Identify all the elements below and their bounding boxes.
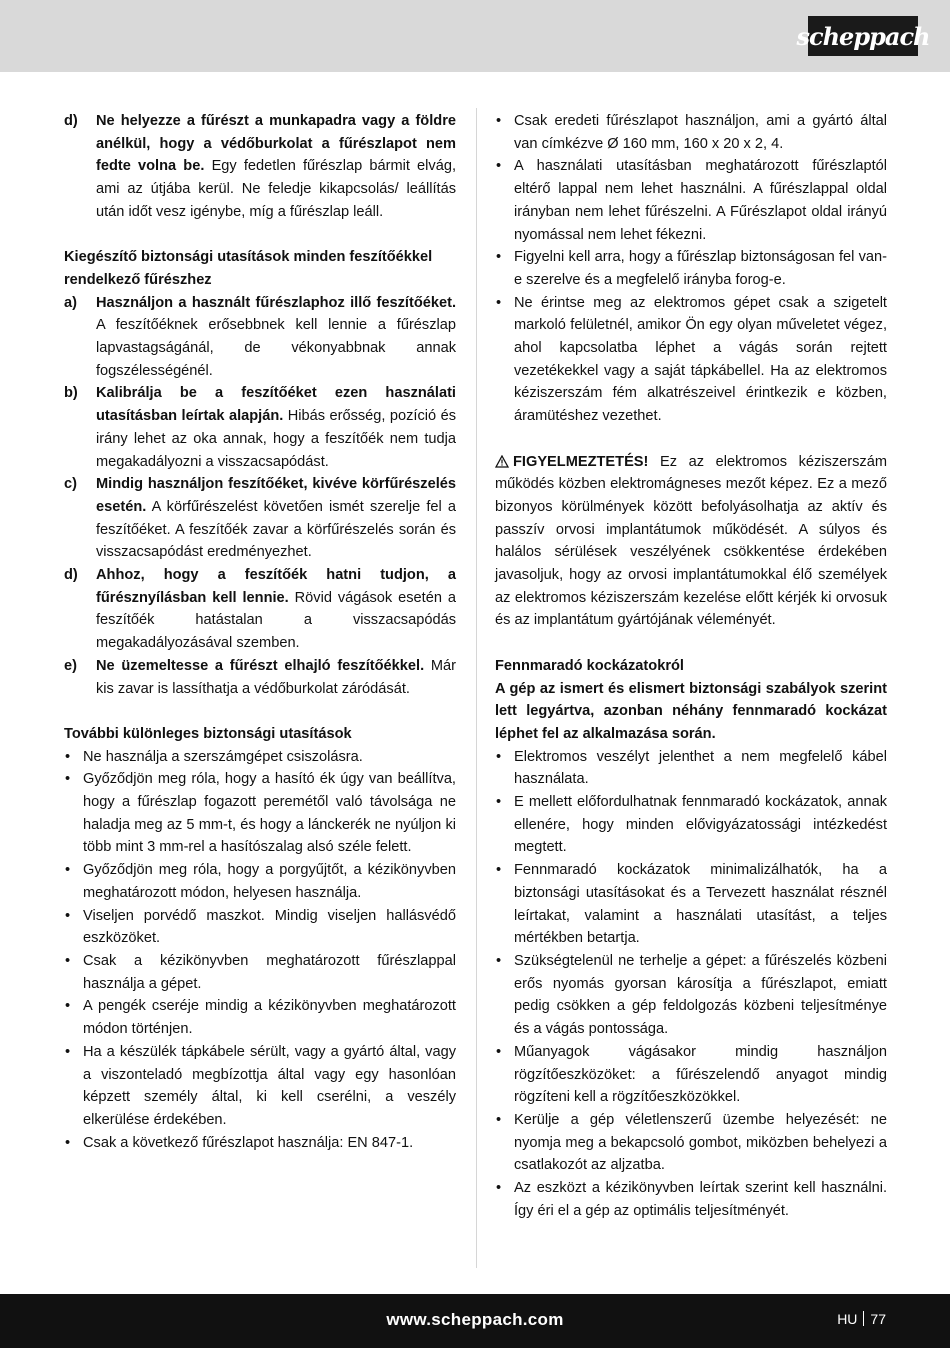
list-item: • Ne érintse meg az elektromos gépet csak a szigetelt markoló felületnél, amikor Ön egy olyan műveletet végez, ahol kapcsolatba léphet a vágás során rejtett vezetékekkel vagy a saját tápkábellel. Ha az elektromos kéziszerszám fém alkatrészeivel érintkezik e közben, áramütéshez vezethet. <box>495 292 887 428</box>
page-number: HU 77 <box>837 1311 886 1327</box>
list-item: • Elektromos veszélyt jelenthet a nem megfelelő kábel használata. <box>495 746 887 791</box>
list-item: • Az eszközt a kézikönyvben leírtak szerint kell használni. Így éri el a gép az optimális teljesítményét. <box>495 1177 887 1222</box>
right-column <box>495 110 887 1222</box>
blade-safety-list <box>495 110 887 428</box>
list-item: • Szükségtelenül ne terhelje a gépet: a fűrészelés közbeni erős nyomás gyorsan károsítja a fűrészlapot, emiatt pedig csökken a gép feldolgozás közbeni teljesítménye és a vágás pontossága. <box>495 950 887 1041</box>
special-safety-list <box>64 746 456 1155</box>
list-item: • Csak a következő fűrészlapot használja: EN 847-1. <box>64 1132 456 1155</box>
list-item: • Győződjön meg róla, hogy a porgyűjtőt, a kézikönyvben meghatározott módon, helyesen használja. <box>64 859 456 904</box>
section-title-riving-knife: Kiegészítő biztonsági utasítások minden feszítőékkel rendelkező fűrészhez <box>64 249 433 288</box>
list-item: • A használati utasításban meghatározott fűrészlaptól eltérő lappal nem lehet használni. A fűrészlappal oldal irányban nem lehet fűrészelni. A Fűrészlapot oldal irányú nyomással nem lehet fékezni. <box>495 155 887 246</box>
instruction-b: b) Kalibrálja be a feszítőéket ezen használati utasításban leírtak alapján. Hibás erősség, pozíció és irány lehet az oka annak, hogy a feszítőék nem tudja megakadályozni a visszacsapódást. <box>64 385 456 470</box>
list-item: • Műanyagok vágásakor mindig használjon rögzítőeszközöket: a fűrészelendő anyagot mindig rögzíteni kell a rögzítőeszközökkel. <box>495 1041 887 1109</box>
list-item: • Csak a kézikönyvben meghatározott fűrészlappal használja a gépet. <box>64 950 456 995</box>
list-item: • Kerülje a gép véletlenszerű üzembe helyezését: ne nyomja meg a bekapcsoló gombot, miközben behelyezi a csatlakozót az aljzatba. <box>495 1109 887 1177</box>
website-link[interactable]: www.scheppach.com <box>386 1310 564 1329</box>
list-item: • A pengék cseréje mindig a kézikönyvben meghatározott módon történjen. <box>64 995 456 1040</box>
section-title-special: További különleges biztonsági utasítások <box>64 725 352 742</box>
residual-risks-intro: A gép az ismert és elismert biztonsági szabályok szerint lett legyártva, azonban néhány fennmaradó kockázat léphet fel az alkalmazása során. <box>495 680 887 742</box>
list-item: • Csak eredeti fűrészlapot használjon, ami a gyártó által van címkézve Ø 160 mm, 160 x 20 x 2, 4. <box>495 110 887 155</box>
instruction-d: d) Ne helyezze a fűrészt a munkapadra vagy a földre anélkül, hogy a védőburkolat a fűrészlapot nem fedte volna be. Egy fedetlen fűrészlap bármit elvág, ami az útjába kerül. Ne feledje kikapcsolás/ leállítás után időt vesz igénybe, míg a fűrészlap leáll. <box>64 113 457 220</box>
list-item: • Ne használja a szerszámgépet csiszolásra. <box>64 746 456 769</box>
instruction-c: c) Mindig használjon feszítőéket, kivéve körfűrészelés esetén. A körfűrészelést követően ismét szerelje fel a feszítőéket. A feszítőék zavar a körfűrészelés során és visszacsapódást eredményezhet. <box>64 476 456 561</box>
instruction-d2: d) Ahhoz, hogy a feszítőék hatni tudjon, a fűrésznyílásban kell lennie. Rövid vágások esetén a feszítőék hatástalan a visszacsapódás megakadályozásával szemben. <box>64 567 456 652</box>
instruction-e: e) Ne üzemeltesse a fűrészt elhajló feszítőékkel. Már kis zavar is lassíthatja a védőburkolat záródását. <box>64 657 456 697</box>
list-item: • E mellett előfordulhatnak fennmaradó kockázatok, annak ellenére, hogy minden elővigyázatossági intézkedést megtett. <box>495 791 887 859</box>
instruction-a: a) Használjon a használt fűrészlaphoz illő feszítőéket. A feszítőéknek erősebbnek kell lennie a fűrészlap lapvastagságánál, de vékonyabbnak annak fogszélességénél. <box>64 294 456 379</box>
left-column <box>64 110 456 1154</box>
list-item: • Győződjön meg róla, hogy a hasító ék úgy van beállítva, hogy a fűrészlap fogazott peremétől való távolsága ne haladja meg az 5 mm-t, és hogy a lánckerék ne nyúljon ki több mint 3 mm-rel a hasítószalag alsó széle felett. <box>64 768 456 859</box>
list-item: • Ha a készülék tápkábele sérült, vagy a gyártó által, vagy a viszonteladó megbízottja által vagy egy hasonlóan képzett személy által, ki kell cserélni, a veszély elkerülése érdekében. <box>64 1041 456 1132</box>
list-item: • Figyelni kell arra, hogy a fűrészlap biztonságosan fel van-e szerelve és a megfelelő irányba forog-e. <box>495 246 887 291</box>
list-item: • Fennmaradó kockázatok minimalizálhatók, ha a biztonsági utasításokat és a Tervezett használat résznél leírtakat, valamint a használati utasítást, a teljes mértékben betartja. <box>495 859 887 950</box>
warning-triangle-icon <box>495 451 513 474</box>
residual-risks-title: Fennmaradó kockázatokról <box>495 657 684 674</box>
warning-paragraph: FIGYELMEZTETÉS! Ez az elektromos kéziszerszám működés közben elektromágneses mezőt képez. Ez a mező bizonyos körülmények között befolyásolhatja az aktív és passzív orvosi implantátumok működését. A súlyos és halálos sérülések veszélyének csökkentése érdekében javasoljuk, hogy az orvosi implantátumokkal élő személyek az elektromos kéziszerszám kezelése előtt kérjék ki orvosuk és az implantátum gyártójának véleményét. <box>495 451 887 633</box>
scheppach-logo: scheppach <box>808 16 918 56</box>
list-item: • Viseljen porvédő maszkot. Mindig viseljen hallásvédő eszközöket. <box>64 905 456 950</box>
column-divider <box>476 108 477 1268</box>
residual-risks-list <box>495 746 887 1223</box>
